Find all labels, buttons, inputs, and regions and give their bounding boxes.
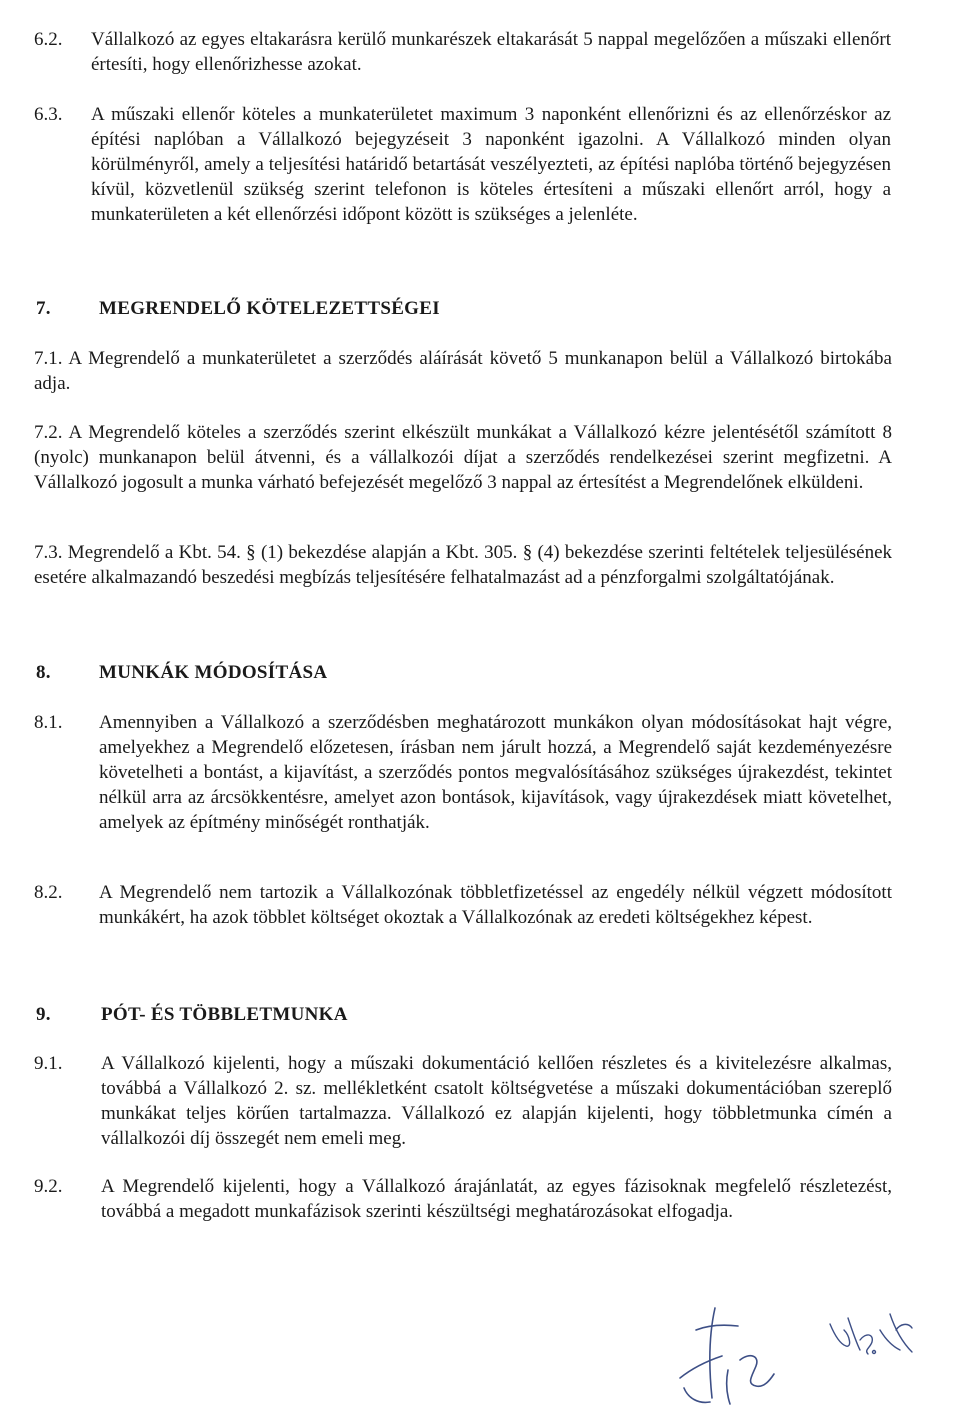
- paragraph-number: 8.1.: [34, 712, 63, 733]
- paragraph-7-3: [34, 540, 892, 590]
- section-number: 7.: [36, 298, 51, 319]
- section-number: 9.: [36, 1004, 51, 1025]
- paragraph-7-1: [34, 346, 892, 396]
- paragraph-8-1: Amennyiben a Vállalkozó a szerződésben meghatározott munkákon olyan módosításokat hajt végre, amelyekhez a Megrendelő előzetesen, írásban nem járult hozzá, a Megrendelő saját kezdeményezésre követelheti a bontást, a kijavítást, a szerződés pontos megvalósításához szükséges újrakezdést, tekintet nélkül arra az árcsökkentésre, amelyet azon bontások, kijavítások, vagy újrakezdések miatt követelhet, amelyek az építmény minőségét ronthatják.: [99, 712, 892, 833]
- paragraph-text: A Megrendelő köteles a szerződés szerint elkészült munkákat a Vállalkozó kézre jelentésétől számított 8 (nyolc) munkanapon belül átvenni, és a vállalkozói díjat a szerződés rendelkezései szerint megfizetni. A Vállalkozó jogosult a munka várható befejezését megelőző 3 nappal az értesítést a Megrendelőnek elküldeni.: [34, 422, 892, 493]
- paragraph-number: 9.2.: [34, 1176, 63, 1197]
- paragraph-number: 7.2.: [34, 422, 63, 443]
- paragraph-9-1: A Vállalkozó kijelenti, hogy a műszaki dokumentáció kellően részletes és a kivitelezésre alkalmas, továbbá a Vállalkozó 2. sz. mellékletként csatolt költségvetése a műszaki dokumentációban szereplő munkákat teljes körűen tartalmazza. Vállalkozó ez alapján kijelenti, hogy többletmunka címén a vállalkozói díj összegét nem emeli meg.: [101, 1053, 892, 1149]
- signatures: [660, 1300, 940, 1410]
- paragraph-number: 7.1.: [34, 348, 63, 369]
- paragraph-number: 9.1.: [34, 1053, 63, 1074]
- paragraph-6-3: A műszaki ellenőr köteles a munkaterületet maximum 3 naponként ellenőrizni és az ellenőrzéskor az építési naplóban a Vállalkozó bejegyzéseit 3 naponként igazolni. A Vállalkozó minden olyan körülményről, amely a teljesítési határidő betartását veszélyezteti, az építési naplóba történő bejegyzésen kívül, közvetlenül szükség szerint telefonon is köteles értesíteni a műszaki ellenőrt arról, hogy a munkaterületen a két ellenőrzési időpont között is szükséges a jelenléte.: [91, 104, 891, 225]
- initials-signature-1: [680, 1308, 774, 1404]
- paragraph-8-2: A Megrendelő nem tartozik a Vállalkozónak többletfizetéssel az engedély nélkül végzett módosított munkákért, ha azok többlet költséget okoztak a Vállalkozónak az eredeti költségekhez képest.: [99, 882, 892, 928]
- paragraph-9-2: A Megrendelő kijelenti, hogy a Vállalkozó árajánlatát, az egyes fázisoknak megfelelő részletezést, továbbá a megadott munkafázisok szerinti készültségi meghatározásokat elfogadja.: [101, 1176, 892, 1222]
- section-title: MEGRENDELŐ KÖTELEZETTSÉGEI: [99, 298, 440, 319]
- paragraph-6-2: Vállalkozó az egyes eltakarásra kerülő munkarészek eltakarását 5 nappal megelőzően a műszaki ellenőrt értesíti, hogy ellenőrizhesse azokat.: [91, 29, 891, 75]
- paragraph-text: Megrendelő a Kbt. 54. § (1) bekezdése alapján a Kbt. 305. § (4) bekezdése szerinti feltételek teljesülésének esetére alkalmazandó beszedési megbízás teljesítésére felhatalmazást ad a pénzforgalmi szolgáltatójának.: [34, 542, 893, 588]
- initials-signature-2: [830, 1314, 912, 1354]
- paragraph-number: 7.3.: [34, 542, 63, 563]
- section-title: MUNKÁK MÓDOSÍTÁSA: [99, 662, 328, 683]
- paragraph-number: 6.3.: [34, 104, 63, 125]
- paragraph-7-2: [34, 420, 892, 495]
- paragraph-text: A Megrendelő a munkaterületet a szerződés aláírását követő 5 munkanapon belül a Vállalkozó birtokába adja.: [34, 348, 892, 394]
- section-number: 8.: [36, 662, 51, 683]
- paragraph-number: 8.2.: [34, 882, 63, 903]
- paragraph-number: 6.2.: [34, 29, 63, 50]
- section-title: PÓT- ÉS TÖBBLETMUNKA: [101, 1004, 348, 1025]
